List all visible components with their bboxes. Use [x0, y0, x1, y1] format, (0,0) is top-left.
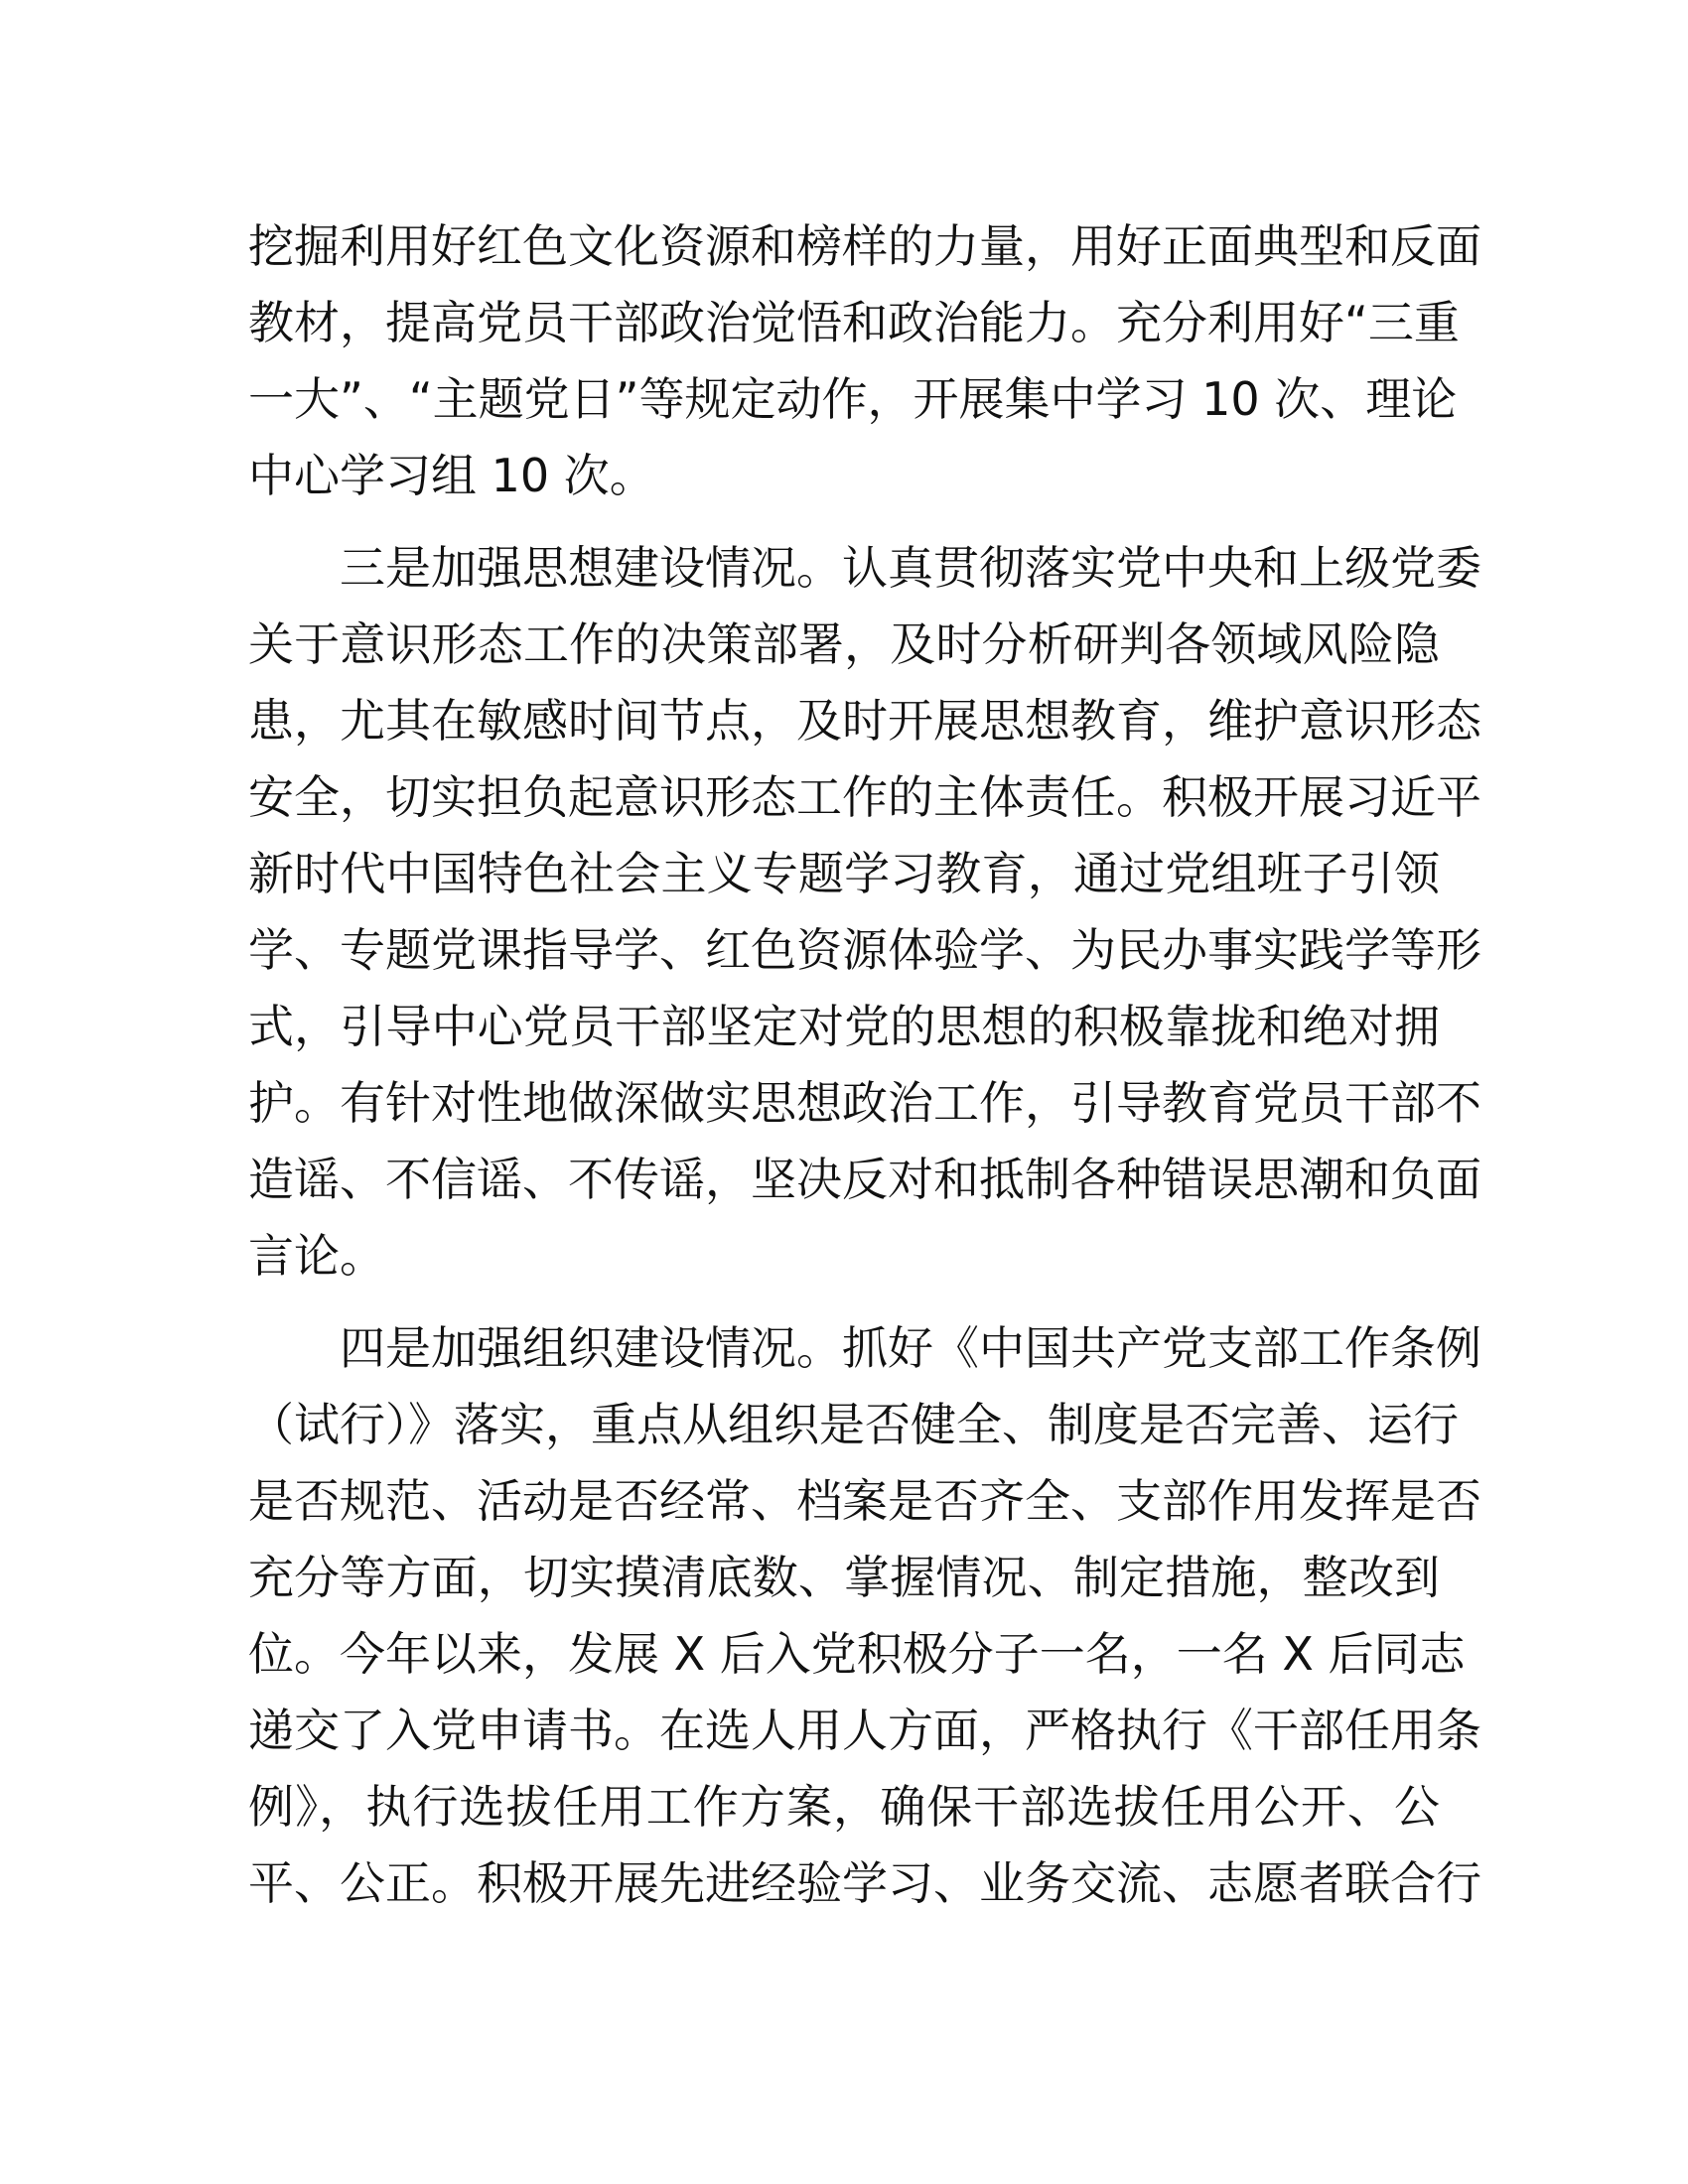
text-line: 言论。 — [248, 1229, 385, 1283]
text-line: 一大”、“主题党日”等规定动作，开展集中学习 10 次、理论 — [248, 372, 1458, 426]
text-line: 是否规范、活动是否经常、档案是否齐全、支部作用发挥是否 — [248, 1474, 1481, 1528]
text-line: 式，引导中心党员干部坚定对党的思想的积极靠拢和绝对拥 — [248, 1000, 1440, 1053]
text-line: 三是加强思想建设情况。认真贯彻落实党中央和上级党委 — [340, 541, 1481, 595]
text-line: 教材，提高党员干部政治觉悟和政治能力。充分利用好“三重 — [248, 296, 1460, 349]
text-line: 例》，执行选拔任用工作方案，确保干部选拔任用公开、公 — [248, 1780, 1440, 1834]
paragraph-1 — [248, 208, 1481, 514]
text-line: 关于意识形态工作的决策部署，及时分析研判各领域风险隐 — [248, 617, 1440, 671]
text-line: 学、专题党课指导学、红色资源体验学、为民办事实践学等形 — [248, 923, 1481, 977]
text-line: 四是加强组织建设情况。抓好《中国共产党支部工作条例 — [340, 1321, 1481, 1375]
text-line: 新时代中国特色社会主义专题学习教育，通过党组班子引领 — [248, 847, 1440, 900]
text-line: 造谣、不信谣、不传谣，坚决反对和抵制各种错误思潮和负面 — [248, 1153, 1481, 1206]
text-line: 递交了入党申请书。在选人用人方面，严格执行《干部任用条 — [248, 1704, 1481, 1757]
text-line: 挖掘利用好红色文化资源和榜样的力量，用好正面典型和反面 — [248, 219, 1481, 273]
text-line: 护。有针对性地做深做实思想政治工作，引导教育党员干部不 — [248, 1076, 1481, 1130]
paragraph-3 — [248, 1310, 1481, 1922]
text-line: 平、公正。积极开展先进经验学习、业务交流、志愿者联合行 — [248, 1856, 1481, 1910]
text-line: 安全，切实担负起意识形态工作的主体责任。积极开展习近平 — [248, 770, 1481, 824]
text-line: 中心学习组 10 次。 — [248, 449, 655, 502]
text-line: 患，尤其在敏感时间节点，及时开展思想教育，维护意识形态 — [248, 694, 1481, 748]
text-line: 充分等方面，切实摸清底数、掌握情况、制定措施，整改到 — [248, 1551, 1440, 1604]
text-line: 位。今年以来，发展 X 后入党积极分子一名，一名 X 后同志 — [248, 1627, 1466, 1681]
document-page — [248, 208, 1481, 1938]
paragraph-2 — [248, 530, 1481, 1295]
text-line: （试行）》落实，重点从组织是否健全、制度是否完善、运行 — [248, 1398, 1459, 1451]
